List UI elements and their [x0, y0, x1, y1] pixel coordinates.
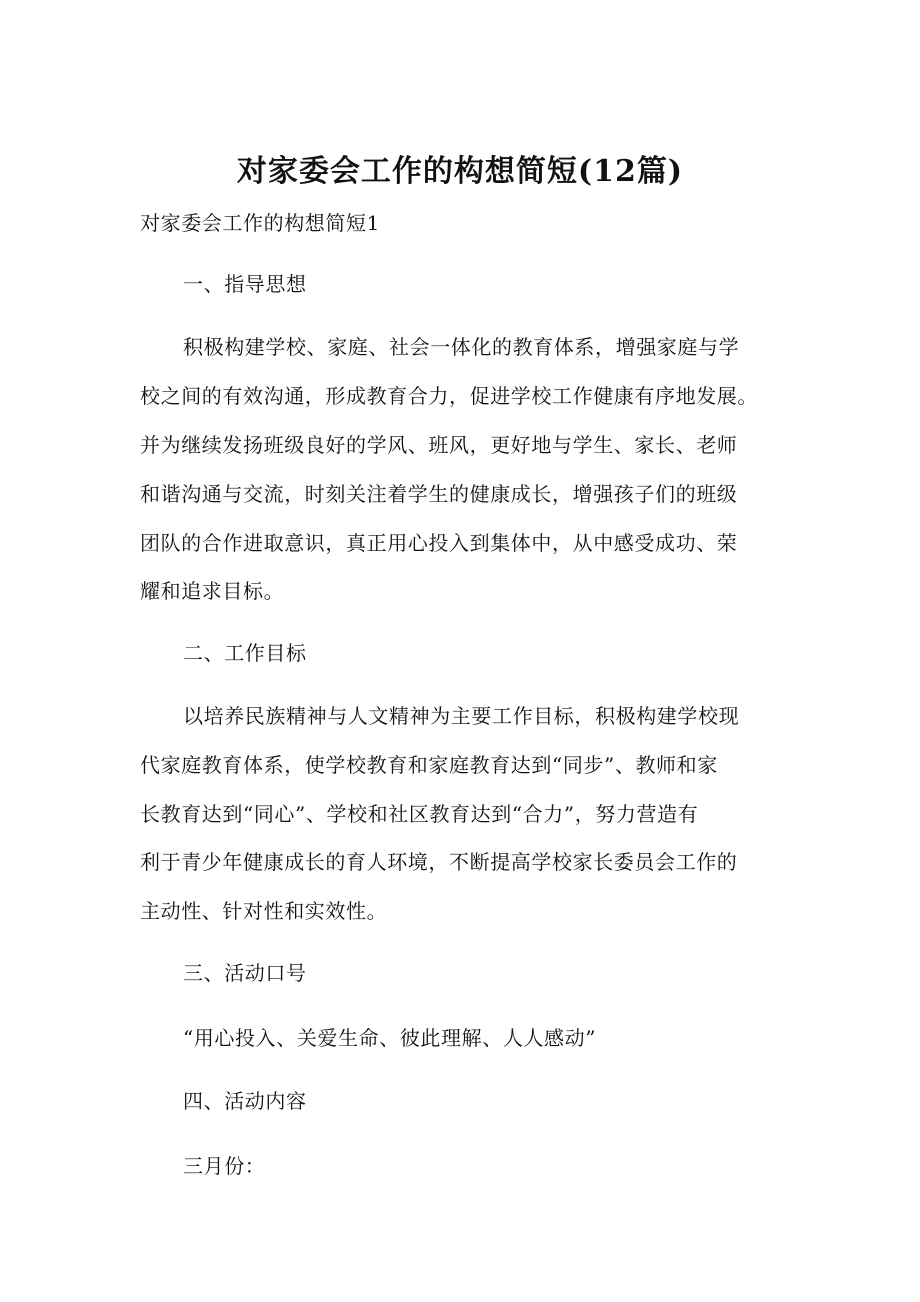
section-heading-work-goals: 二、工作目标: [183, 641, 307, 665]
paragraph-line: 以培养民族精神与人文精神为主要工作目标，积极构建学校现: [183, 704, 740, 728]
paragraph-line: 和谐沟通与交流，时刻关注着学生的健康成长，增强孩子们的班级: [140, 482, 738, 506]
section-heading-activity-content: 四、活动内容: [183, 1089, 307, 1113]
paragraph-line: 主动性、针对性和实效性。: [140, 899, 388, 923]
paragraph-line: 并为继续发扬班级良好的学风、班风，更好地与学生、家长、老师: [140, 433, 738, 457]
document-title: 对家委会工作的构想简短(12篇): [236, 154, 684, 189]
paragraph-line: 利于青少年健康成长的育人环境，不断提高学校家长委员会工作的: [140, 850, 738, 874]
paragraph-line: 积极构建学校、家庭、社会一体化的教育体系，增强家庭与学: [183, 335, 740, 359]
paragraph-line: 耀和追求目标。: [140, 579, 285, 603]
section-heading-guiding-ideology: 一、指导思想: [183, 272, 307, 296]
document-subtitle: 对家委会工作的构想简短1: [140, 211, 380, 235]
paragraph-line: 校之间的有效沟通，形成教育合力，促进学校工作健康有序地发展。: [140, 384, 758, 408]
section-heading-activity-slogan: 三、活动口号: [183, 961, 307, 985]
month-label-march: 三月份：: [183, 1154, 266, 1178]
slogan-line: “用心投入、关爱生命、彼此理解、人人感动”: [183, 1026, 597, 1050]
paragraph-line: 长教育达到“同心”、学校和社区教育达到“合力”，努力营造有: [140, 802, 699, 826]
paragraph-line: 团队的合作进取意识，真正用心投入到集体中，从中感受成功、荣: [140, 531, 738, 555]
paragraph-line: 代家庭教育体系，使学校教育和家庭教育达到“同步”、教师和家: [140, 753, 718, 777]
